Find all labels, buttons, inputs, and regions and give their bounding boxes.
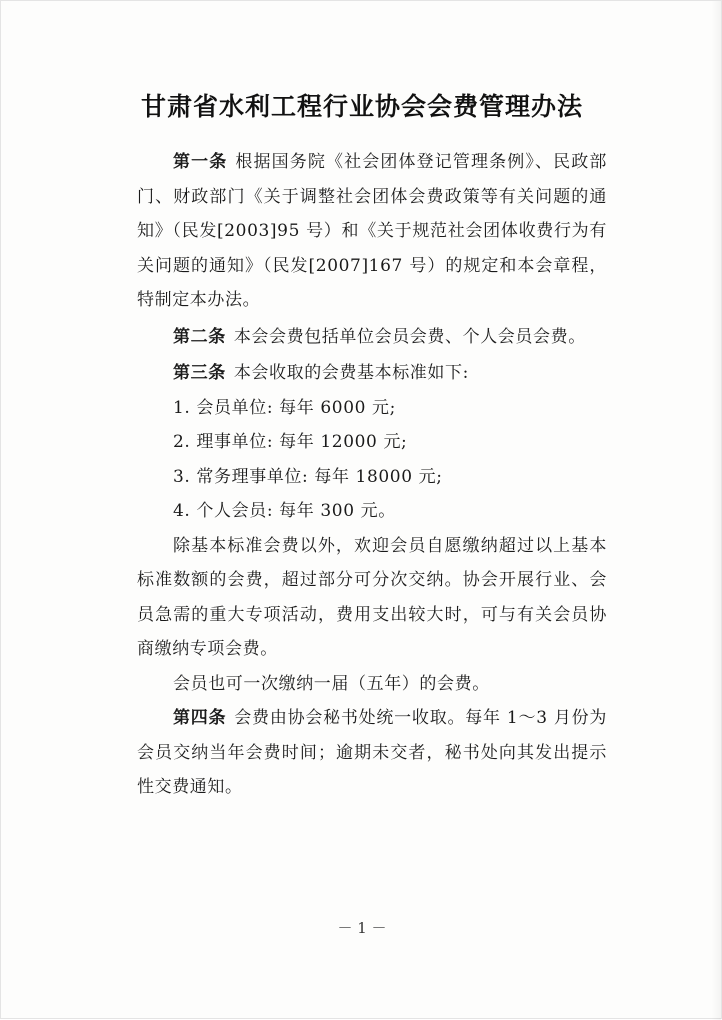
document-body — [137, 145, 607, 805]
article-heading: 第一条 — [173, 152, 228, 172]
article-3 — [137, 356, 607, 391]
article-heading: 第二条 — [173, 326, 226, 347]
article-1 — [137, 145, 607, 318]
article-4 — [137, 701, 607, 805]
article-heading: 第四条 — [173, 708, 227, 728]
document-title: 甘肃省水利工程行业协会会费管理办法 — [140, 92, 583, 121]
article-heading: 第三条 — [173, 363, 226, 383]
fee-item: 1. 会员单位: 每年 6000 元; — [173, 397, 396, 418]
article-text: 会费由协会秘书处统一收取。每年 1～3 月份为会员交纳当年会费时间；逾期未交者，秘书处向其发出提示性交费通知。 — [137, 708, 607, 797]
article-text: 本会会费包括单位会员会费、个人会员会费。 — [233, 326, 586, 347]
article-text: 根据国务院《社会团体登记管理条例》、民政部门、财政部门《关于调整社会团体会费政策等有关问题的通知》（民发[2003]95 号）和《关于规范社会团体收费行为有关问题的通知》（民发[2007]167 号）的规定和本会章程，特制定本办法。 — [137, 152, 607, 310]
article-text: 本会收取的会费基本标准如下: — [233, 363, 469, 383]
fee-item: 3. 常务理事单位: 每年 18000 元; — [173, 466, 443, 487]
paragraph: 除基本标准会费以外，欢迎会员自愿缴纳超过以上基本标准数额的会费，超过部分可分次交纳。协会开展行业、会员急需的重大专项活动，费用支出较大时，可与有关会员协商缴纳专项会费。 — [137, 535, 607, 659]
fee-item: 2. 理事单位: 每年 12000 元; — [173, 432, 408, 452]
page-edge-shadow — [711, 1, 721, 1020]
page-number: － 1 － — [337, 919, 387, 937]
article-2 — [137, 320, 607, 355]
fee-item: 4. 个人会员: 每年 300 元。 — [173, 501, 396, 521]
paragraph: 会员也可一次缴纳一届（五年）的会费。 — [173, 673, 490, 694]
